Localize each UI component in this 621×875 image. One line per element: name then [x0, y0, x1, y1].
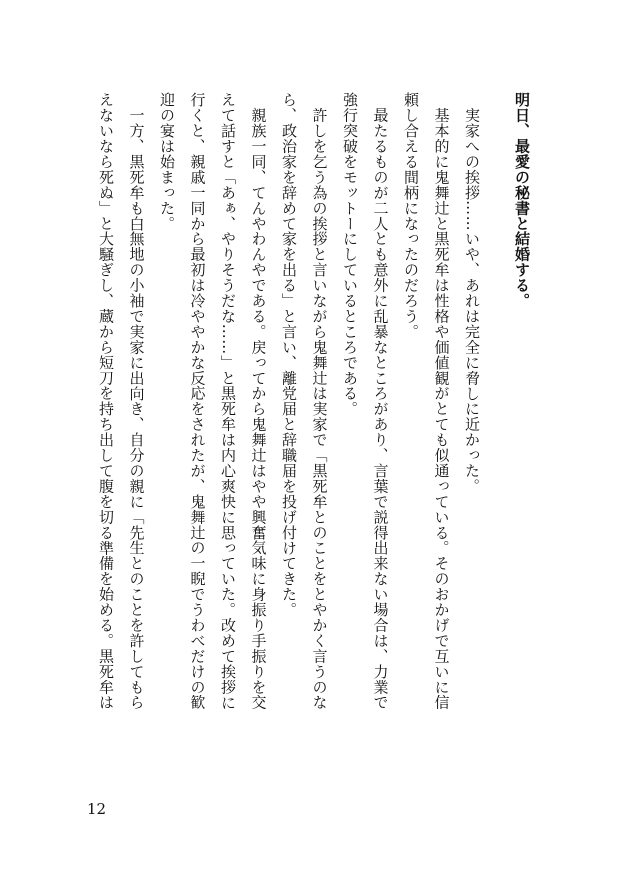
body-line: 強行突破をモットーにしているところである。	[341, 92, 359, 417]
body-line: 実家への挨拶……いや、あれは完全に脅しに近かった。	[463, 92, 481, 494]
body-line: えないなら死ぬ」と大騒ぎし、蔵から短刀を持ち出して腹を切る準備を始める。黒死牟は	[97, 92, 115, 710]
chapter-title: 明日、最愛の秘書と結婚する。	[513, 92, 531, 309]
vertical-text-block	[91, 92, 538, 792]
page-number: 12	[87, 800, 107, 818]
body-line: 許しを乞う為の挨拶と言いながら鬼舞辻は実家で「黒死牟とのことをとやかく言うのな	[310, 92, 329, 710]
body-line: 迎の宴は始まった。	[158, 92, 176, 232]
body-line: 親族一同、てんやわんやである。戻ってから鬼舞辻はやや興奮気味に身振り手振りを交	[249, 92, 268, 710]
body-line: えて話すと「あぁ、やりそうだな……」と黒死牟は内心爽快に思っていた。改めて挨拶に	[219, 92, 237, 711]
body-line: ら、政治家を辞めて家を出る」と言い、離党届と辞職届を投げ付けてきた。	[280, 92, 298, 618]
body-line: 基本的に鬼舞辻と黒死牟は性格や価値観がとても似通っている。そのおかげで互いに信	[432, 92, 451, 710]
body-line: 一方、黒死牟も白無地の小袖で実家に出向き、自分の親に「先生とのことを許してもら	[127, 92, 146, 710]
body-line: 行くと、親戚一同から最初は冷ややかな反応をされたが、鬼舞辻の一睨でうわべだけの歓	[188, 92, 207, 710]
body-line: 最たるものが二人とも意外に乱暴なところがあり、言葉で説得出来ない場合は、力業で	[371, 92, 390, 710]
body-line: 頼し合える間柄になったのだろう。	[402, 92, 420, 340]
